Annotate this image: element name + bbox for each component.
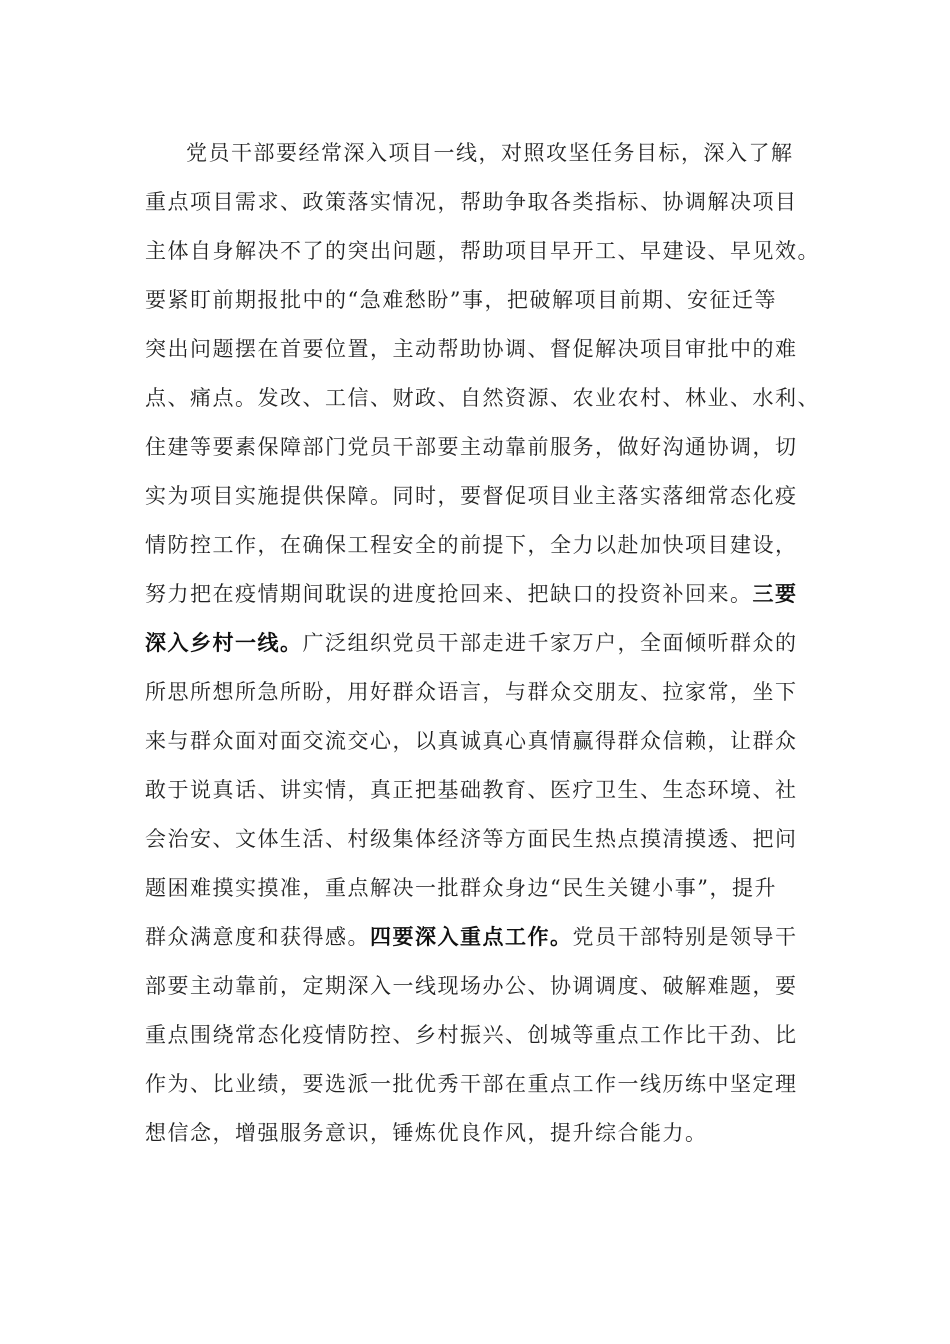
paragraph-line xyxy=(145,920,825,954)
paragraph-line xyxy=(145,381,825,415)
text-run: 党员干部要经常深入项目一线，对照攻坚任务目标，深入了解 xyxy=(186,141,794,165)
text-run: 党员干部特别是领导干 xyxy=(572,925,798,949)
paragraph-line xyxy=(186,136,866,170)
text-run: 情防控工作，在确保工程安全的前提下，全力以赴加快项目建设， xyxy=(145,533,798,557)
text-run: 敢于说真话、讲实情，真正把基础教育、医疗卫生、生态环境、社 xyxy=(145,778,798,802)
text-run: 实为项目实施提供保障。同时，要督促项目业主落实落细常态化疫 xyxy=(145,484,798,508)
paragraph-line xyxy=(145,332,825,366)
paragraph-line xyxy=(145,871,825,905)
text-run: 住建等要素保障部门党员干部要主动靠前服务，做好沟通协调，切 xyxy=(145,435,798,459)
paragraph-line xyxy=(145,675,825,709)
text-run: 想信念，增强服务意识，锤炼优良作风，提升综合能力。 xyxy=(145,1121,708,1145)
text-run: 来与群众面对面交流交心，以真诚真心真情赢得群众信赖，让群众 xyxy=(145,729,798,753)
paragraph-line xyxy=(145,430,825,464)
paragraph-line xyxy=(145,1067,825,1101)
text-run: 广泛组织党员干部走进千家万户，全面倾听群众的 xyxy=(302,631,798,655)
text-run: 要紧盯前期报批中的“急难愁盼”事，把破解项目前期、安征迁等 xyxy=(145,288,777,312)
bold-heading-run: 四要深入重点工作。 xyxy=(370,924,573,949)
text-run: 所思所想所急所盼，用好群众语言，与群众交朋友、拉家常，坐下 xyxy=(145,680,798,704)
text-run: 点、痛点。发改、工信、财政、自然资源、农业农村、林业、水利、 xyxy=(145,386,820,410)
text-run: 会治安、文体生活、村级集体经济等方面民生热点摸清摸透、把问 xyxy=(145,827,798,851)
paragraph-line xyxy=(145,234,825,268)
paragraph-line xyxy=(145,773,825,807)
bold-heading-run: 三要 xyxy=(752,581,798,606)
paragraph-line xyxy=(145,626,825,660)
paragraph-line xyxy=(145,577,825,611)
text-run: 题困难摸实摸准，重点解决一批群众身边“民生关键小事”，提升 xyxy=(145,876,777,900)
text-run: 重点项目需求、政策落实情况，帮助争取各类指标、协调解决项目 xyxy=(145,190,798,214)
text-run: 重点围绕常态化疫情防控、乡村振兴、创城等重点工作比干劲、比 xyxy=(145,1023,798,1047)
paragraph-line xyxy=(145,1018,825,1052)
bold-heading-run: 深入乡村一线。 xyxy=(145,630,303,655)
paragraph-line xyxy=(145,479,825,513)
paragraph-line xyxy=(145,528,825,562)
paragraph-line xyxy=(145,283,825,317)
paragraph-line xyxy=(145,185,825,219)
text-run: 群众满意度和获得感。 xyxy=(145,925,370,949)
text-run: 作为、比业绩，要选派一批优秀干部在重点工作一线历练中坚定理 xyxy=(145,1072,798,1096)
paragraph-line xyxy=(145,969,825,1003)
text-run: 主体自身解决不了的突出问题，帮助项目早开工、早建设、早见效。 xyxy=(145,239,820,263)
text-run: 突出问题摆在首要位置，主动帮助协调、督促解决项目审批中的难 xyxy=(145,337,798,361)
text-run: 努力把在疫情期间耽误的进度抢回来、把缺口的投资补回来。 xyxy=(145,582,753,606)
text-run: 部要主动靠前，定期深入一线现场办公、协调调度、破解难题，要 xyxy=(145,974,798,998)
paragraph-line xyxy=(145,724,825,758)
paragraph-line xyxy=(145,1116,825,1150)
paragraph-line xyxy=(145,822,825,856)
